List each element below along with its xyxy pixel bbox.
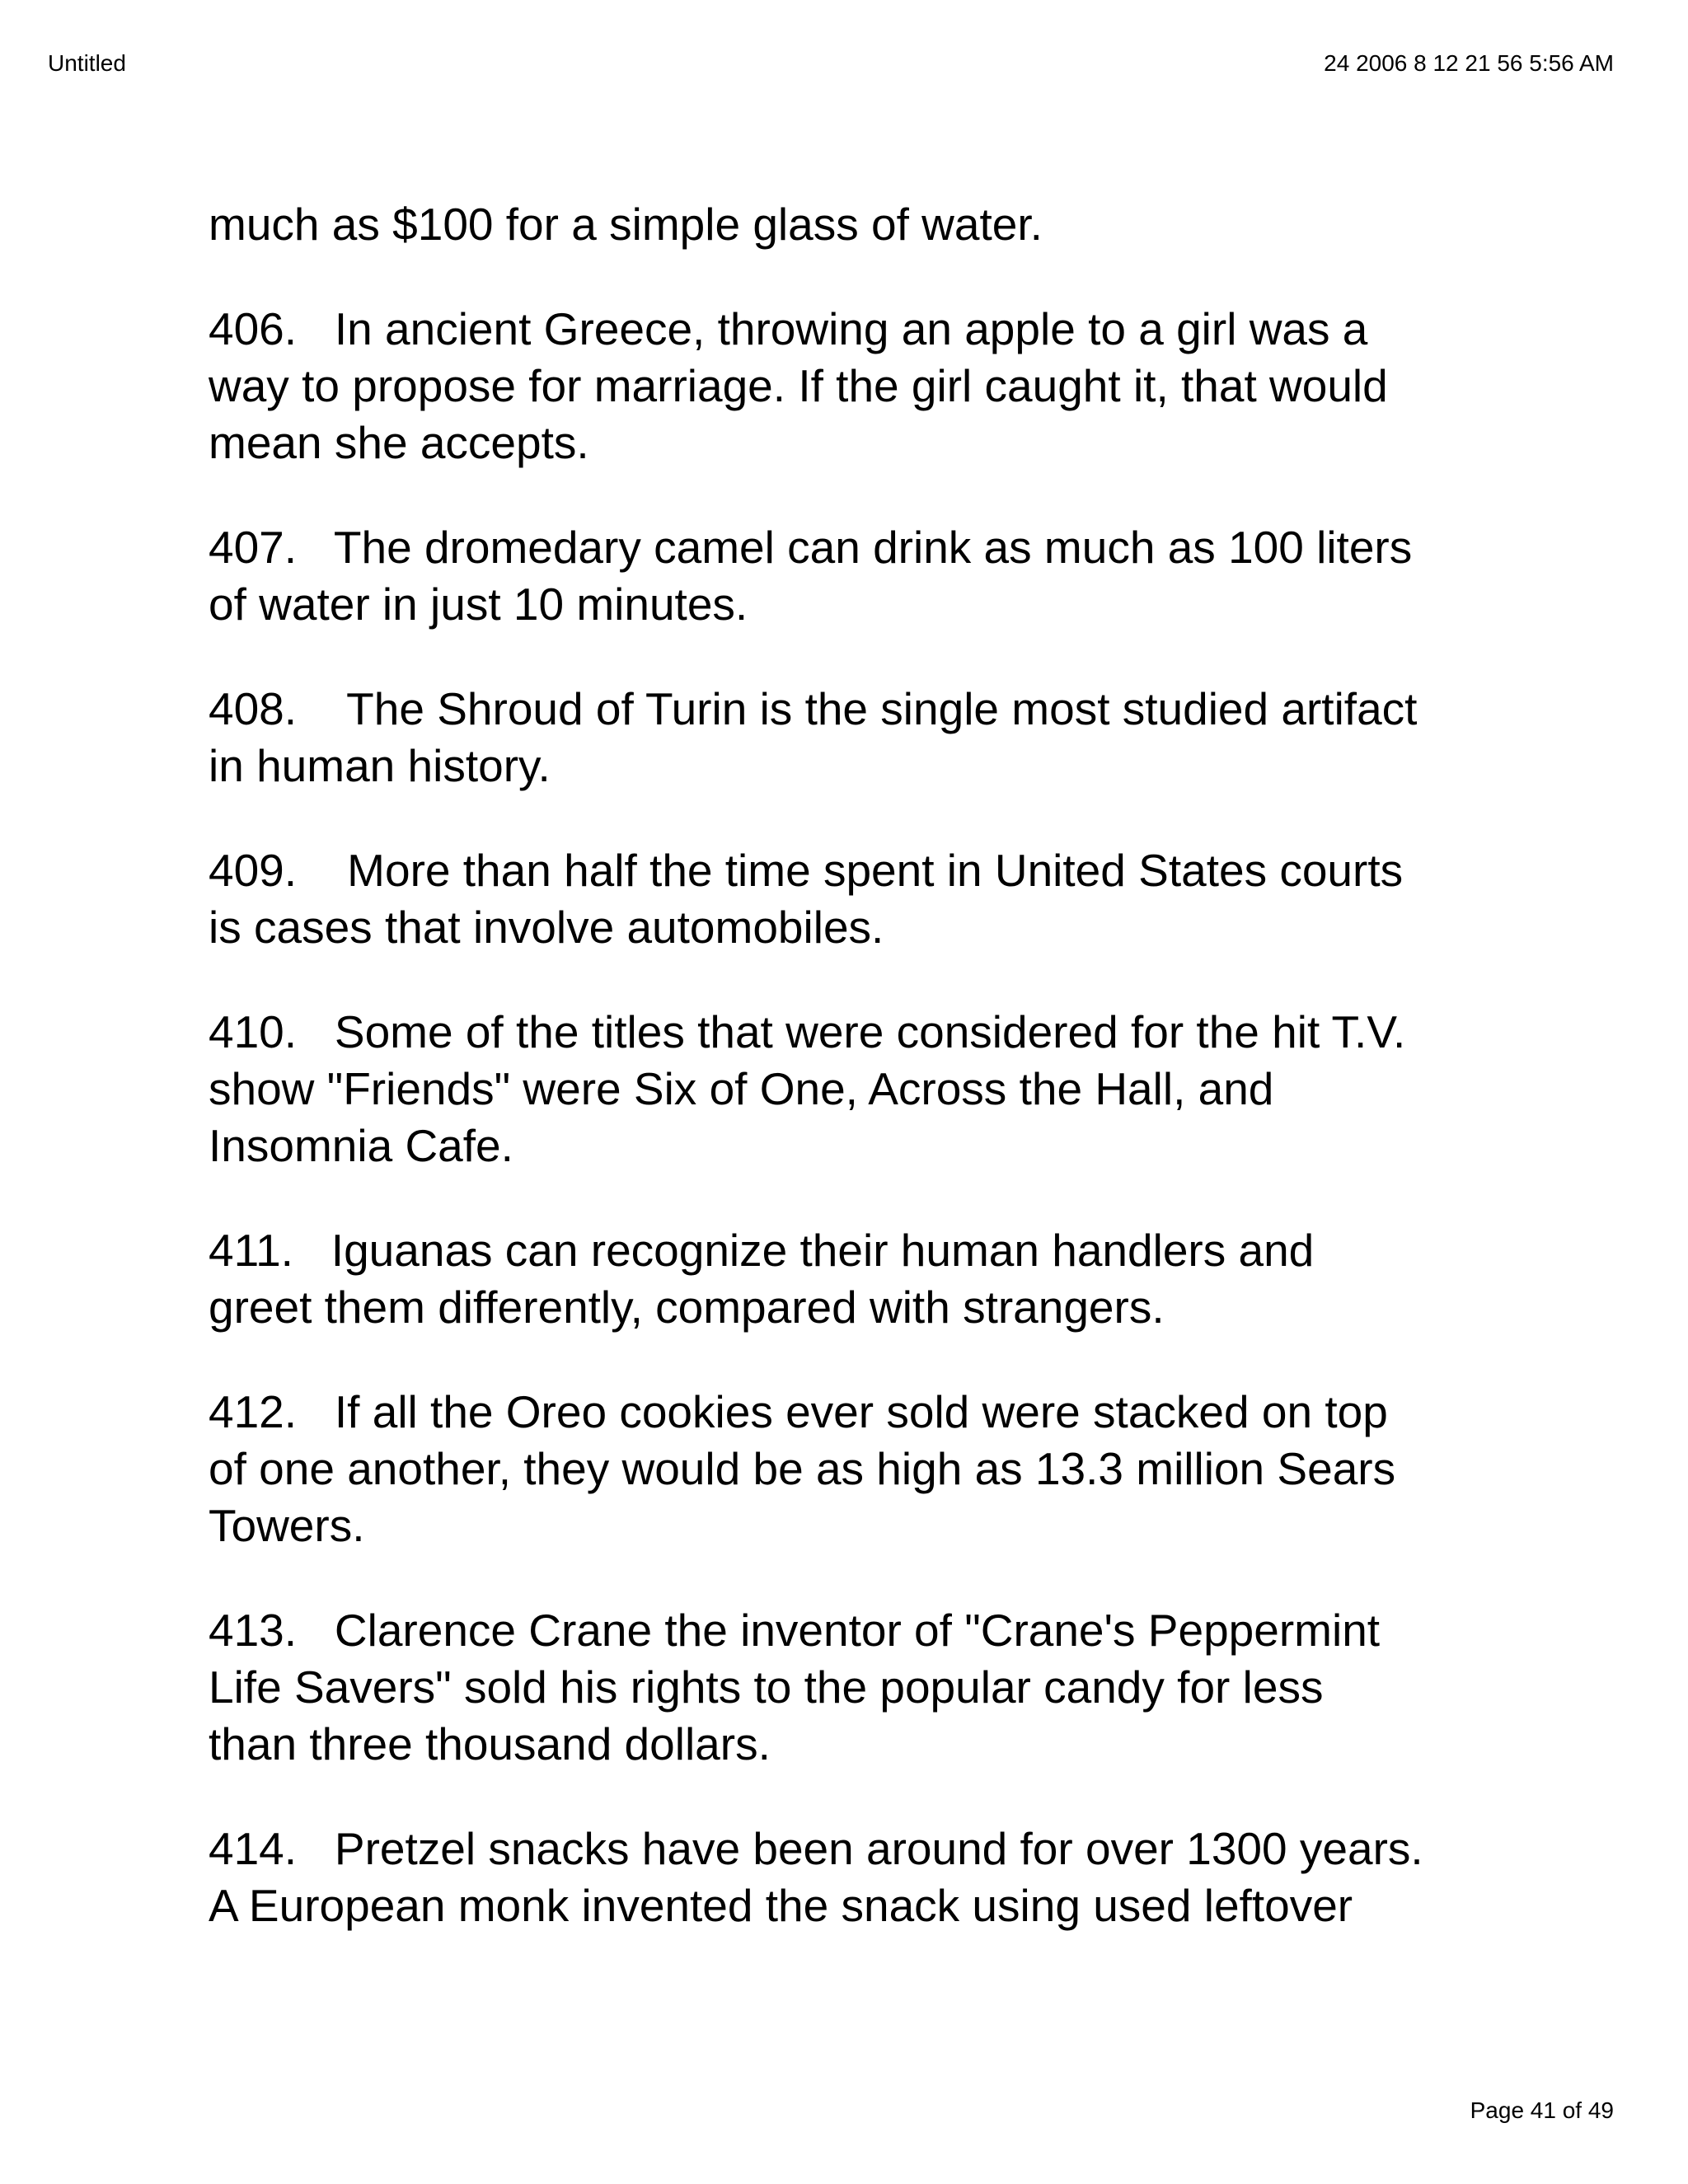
fact-continued: much as $100 for a simple glass of water. [209, 199, 1043, 250]
document-title: Untitled [48, 50, 126, 76]
fact-413: 413. Clarence Crane the inventor of "Crane's Peppermint Life Savers" sold his rights to the popular candy for less than three thousand dollars. [209, 1605, 1381, 1769]
page-number: Page 41 of 49 [1470, 2097, 1614, 2123]
fact-411: 411. Iguanas can recognize their human handlers and greet them differently, compared with strangers. [209, 1225, 1315, 1333]
print-datetime: 24 2006 8 12 21 56 5:56 AM [1324, 50, 1614, 76]
fact-407: 407. The dromedary camel can drink as much as 100 liters of water in just 10 minutes. [209, 522, 1413, 630]
fact-408: 408. The Shroud of Turin is the single most studied artifact in human history. [209, 683, 1418, 791]
fact-414: 414. Pretzel snacks have been around for over 1300 years. A European monk invented the snack using used leftover [209, 1823, 1423, 1931]
fact-412: 412. If all the Oreo cookies ever sold were stacked on top of one another, they would be as high as 13.3 million Sears Towers. [209, 1386, 1396, 1551]
fact-409: 409. More than half the time spent in United States courts is cases that involve automobiles. [209, 845, 1404, 953]
fact-410: 410. Some of the titles that were considered for the hit T.V. show "Friends" were Six of One, Across the Hall, and Insomnia Cafe. [209, 1006, 1406, 1171]
fact-406: 406. In ancient Greece, throwing an apple to a girl was a way to propose for marriage. If the girl caught it, that would mean she accepts. [209, 303, 1388, 468]
document-body [209, 196, 1494, 1982]
